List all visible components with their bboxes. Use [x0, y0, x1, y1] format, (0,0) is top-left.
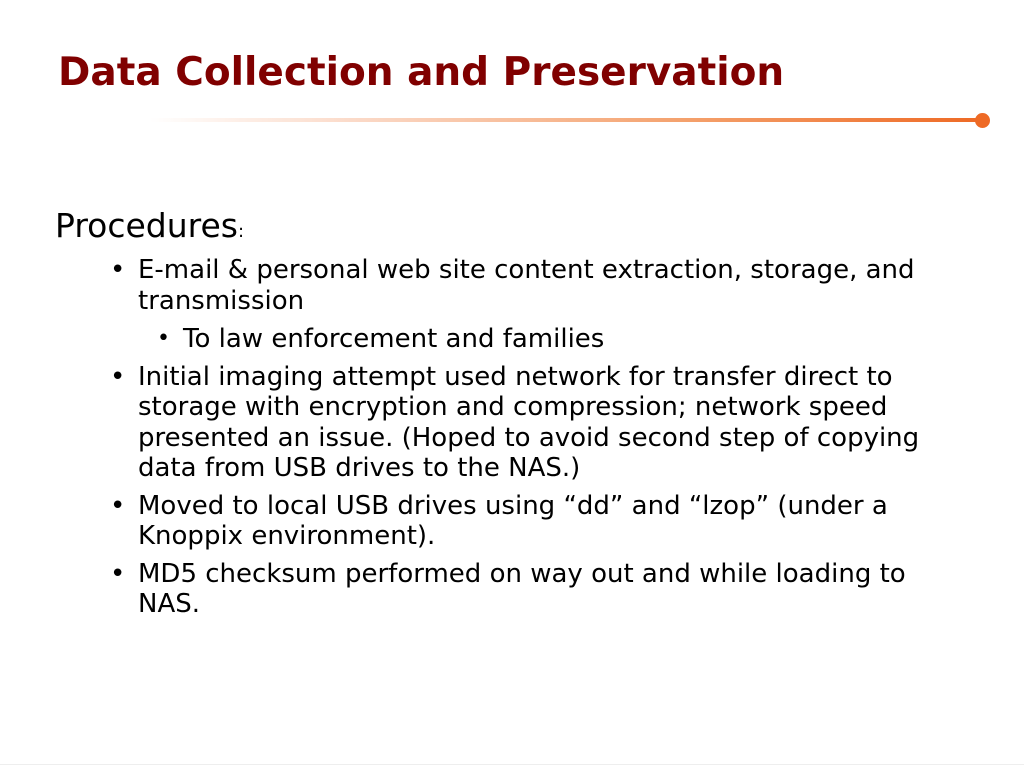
bullet-text: Initial imaging attempt used network for transfer direct to storage with encryption and compression; network speed presented an issue. (Hoped to avoid second step of copying data from USB drives to the NAS.) — [138, 361, 920, 483]
section-heading-colon: : — [238, 221, 245, 242]
section-heading-text: Procedures — [55, 206, 238, 245]
section-heading — [55, 204, 975, 254]
bullet-dot: • — [110, 558, 126, 589]
slide-body — [55, 204, 975, 627]
bullet-dot: • — [110, 490, 126, 521]
title-underline-dot — [975, 113, 990, 128]
sub-bullet-list — [138, 324, 975, 355]
sub-bullet-dot: • — [157, 326, 170, 351]
bullet-item — [55, 559, 975, 620]
bullet-dot: • — [110, 255, 126, 285]
bullet-dot: • — [110, 361, 126, 392]
bullet-item — [55, 255, 975, 355]
title-underline — [150, 118, 980, 122]
bullet-text: E-mail & personal web site content extraction, storage, and transmission — [138, 255, 915, 316]
sub-bullet-text: To law enforcement and families — [183, 324, 605, 354]
bullet-text: MD5 checksum performed on way out and while loading to NAS. — [138, 558, 906, 619]
bullet-text: Moved to local USB drives using “dd” and “lzop” (under a Knoppix environment). — [138, 490, 888, 551]
sub-bullet-item — [138, 324, 975, 355]
bullet-list — [55, 255, 975, 620]
bullet-item — [55, 491, 975, 552]
footer-divider — [0, 764, 1024, 765]
bullet-item — [55, 362, 975, 484]
slide-title: Data Collection and Preservation — [58, 50, 785, 95]
